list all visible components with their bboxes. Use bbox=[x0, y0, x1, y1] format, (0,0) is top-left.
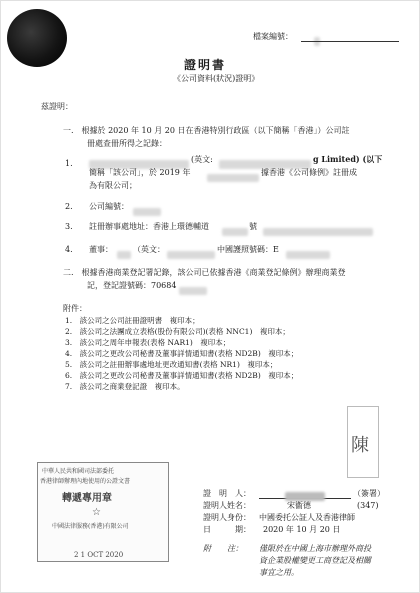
item2-text: 公司編號： bbox=[89, 202, 129, 211]
page-subtitle: 《公司資料(狀況)證明》 bbox=[173, 74, 260, 83]
item2-number: 2. bbox=[65, 202, 73, 211]
greeting: 茲證明： bbox=[41, 102, 73, 111]
attachment-item: 3. 該公司之周年申報表(表格 NAR1) 複印本； bbox=[65, 338, 231, 347]
attachment-item: 2. 該公司之法團成立表格(股份有限公司)(表格 NNC1) 複印本； bbox=[65, 327, 290, 336]
item4-redacted-c bbox=[286, 244, 330, 263]
item4-redacted-b bbox=[167, 244, 215, 263]
attachment-item: 4. 該公司之更改公司秘書及董事詳情通知書(表格 ND2B) 複印本； bbox=[65, 349, 299, 358]
item1-line3: 為有限公司； bbox=[89, 181, 137, 190]
item4-redacted-a bbox=[117, 244, 131, 263]
star-icon: ☆ bbox=[92, 507, 101, 518]
attachment-item: 1. 該公司之公司註冊證明書 複印本； bbox=[65, 316, 200, 325]
name-number: (347) bbox=[357, 501, 379, 510]
doc-number-value bbox=[314, 31, 320, 40]
item1-line2b: 據香港《公司條例》註冊成 bbox=[261, 168, 357, 177]
embossed-seal-icon bbox=[7, 9, 67, 67]
identity-value: 中國委托公証人及香港律師 bbox=[259, 513, 355, 522]
item4-text: 董事： bbox=[89, 245, 113, 254]
item2-redacted bbox=[133, 201, 161, 220]
stamp-date: 2 1 OCT 2020 bbox=[74, 551, 124, 559]
page-title: 證明書 bbox=[184, 58, 227, 72]
doc-number-label: 檔案編號： bbox=[253, 32, 293, 41]
item1-number: 1. bbox=[65, 159, 73, 168]
item3-redacted-a bbox=[222, 221, 248, 240]
item4-number: 4. bbox=[65, 245, 73, 254]
section1-line2: 冊處查冊所得之記錄： bbox=[87, 139, 167, 148]
stamp-line4: 中國法律服務(香港)有限公司 bbox=[52, 523, 129, 530]
note-label: 附 注： bbox=[203, 544, 243, 553]
stamp-line1: 中華人民共和國司法部委托 bbox=[42, 468, 115, 475]
item4-text3: 中國護照號碼：E bbox=[217, 245, 279, 254]
identity-label: 證明人身份： bbox=[203, 513, 251, 522]
item1-english-suffix: g Limited) (以下 bbox=[313, 154, 383, 164]
item1-english-label: (英文: bbox=[191, 155, 213, 164]
note-line2: 資企業股權變更工商登記及相關 bbox=[259, 556, 371, 565]
item1-line2a: 簡稱「該公司」，於 2019 年 bbox=[89, 168, 191, 177]
official-stamp bbox=[37, 462, 169, 562]
name-label: 證明人姓名： bbox=[203, 501, 251, 510]
chop-stamp-character: 陳 bbox=[351, 435, 369, 456]
attachment-item: 7. 該公司之商業登記證 複印本。 bbox=[65, 382, 185, 391]
item3-text2: 號 bbox=[249, 222, 257, 231]
section2-line1: 二. 根據香港商業登記署記錄，該公司已依據香港《商業登記條例》辦理商業登 bbox=[63, 268, 346, 277]
section2-line2: 記，登記證號碼：70684 bbox=[87, 281, 177, 290]
item3-text: 註冊辦事處地址：香港上環德輔道 bbox=[89, 222, 209, 231]
item3-number: 3. bbox=[65, 222, 73, 231]
section1-line1: 一. 根據於 2020 年 10 月 20 日在香港特別行政區（以下簡稱「香港」）公司註 bbox=[63, 126, 350, 135]
attachment-item: 6. 該公司之更改公司秘書及董事詳情通知書(表格 ND2B) 複印本； bbox=[65, 371, 299, 380]
doc-number-underline bbox=[301, 41, 399, 42]
name-value: 宋衞德 bbox=[287, 501, 311, 510]
attachment-item: 5. 該公司之註冊辦事處地址更改通知書(表格 NR1) 複印本； bbox=[65, 360, 278, 369]
attachments-heading: 附件： bbox=[63, 304, 87, 313]
item1-redacted-date bbox=[207, 167, 259, 186]
witness-note: （簽署） bbox=[353, 489, 385, 498]
note-line1: 僅限於在中國上海市辦理外商投 bbox=[259, 544, 371, 553]
date-label: 日 期： bbox=[203, 525, 251, 534]
date-value: 2020 年 10 月 20 日 bbox=[263, 525, 341, 534]
note-line3: 事宜之用。 bbox=[259, 568, 299, 577]
item4-text2: （英文： bbox=[133, 245, 165, 254]
witness-label: 證 明 人： bbox=[203, 489, 251, 498]
stamp-line2: 香港律師辦理內地使用的公證文書 bbox=[40, 478, 131, 485]
item3-redacted-b bbox=[263, 221, 373, 240]
stamp-line3: 轉遞專用章 bbox=[62, 493, 112, 504]
section2-redacted bbox=[179, 280, 207, 299]
